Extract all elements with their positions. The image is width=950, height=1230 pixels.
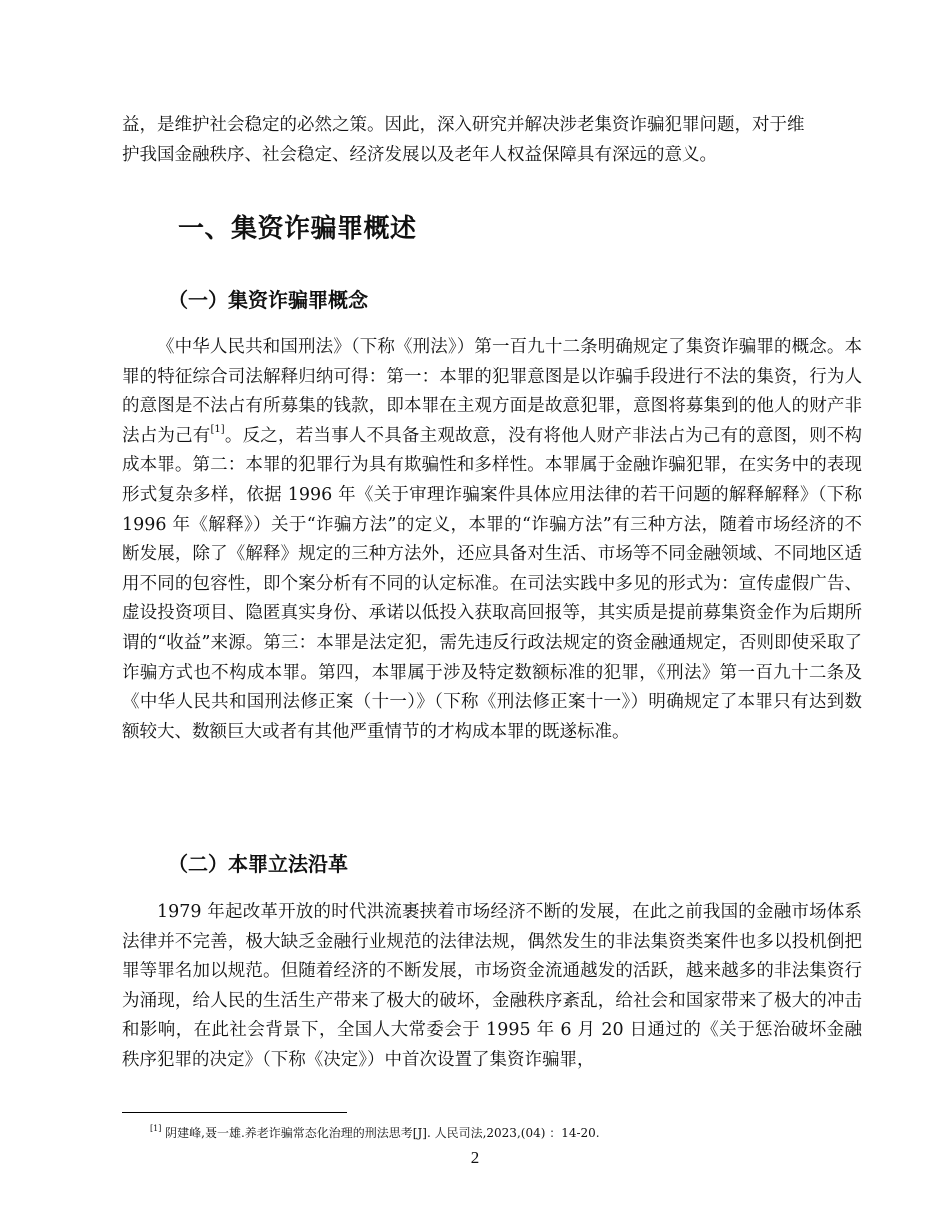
intro-line-1: 益，是维护社会稳定的必然之策。因此，深入研究并解决涉老集资诈骗犯罪问题，对于维 [122,115,805,135]
footnote-text: 阴建峰,聂一雄.养老诈骗常态化治理的刑法思考[J]. 人民司法,2023,(04) ：14-20. [161,1126,600,1140]
footnote-marker: [1] [150,1124,162,1133]
footnote [150,1125,600,1141]
concept-paragraph [122,333,862,747]
page-number: 2 [470,1148,480,1167]
subsection-heading-history: （二）本罪立法沿革 [168,852,348,876]
footnote-separator [122,1112,347,1113]
footnote-reference[interactable]: [1] [210,423,225,435]
concept-text-part-2: 。反之，若当事人不具备主观故意，没有将他人财产非法占为己有的意图，则不构成本罪。第二：本罪的犯罪行为具有欺骗性和多样性。本罪属于金融诈骗犯罪，在实务中的表现形式复杂多样，依据 1996 年《关于审理诈骗案件具体应用法律的若干问题的解释解释》（下称 1996 年《解释》）关于“诈骗方法”的定义，本罪的“诈骗方法”有三种方法，随着市场经济的不断发展，除了《解释》规定的三种方法外，还应具备对生活、市场等不同金融领域、不同地区适用不同的包容性，即个案分析有不同的认定标准。在司法实践中多见的形式为：宣传虚假广告、虚设投资项目、隐匿真实身份、承诺以低投入获取高回报等，其实质是提前募集资金作为后期所谓的“收益”来源。第三：本罪是法定犯，需先违反行政法规定的资金融通规定，否则即使采取了诈骗方式也不构成本罪。第四，本罪属于涉及特定数额标准的犯罪，《刑法》第一百九十二条及《中华人民共和国刑法修正案（十一）》（下称《刑法修正案十一》）明确规定了本罪只有达到数额较大、数额巨大或者有其他严重情节的才构成本罪的既遂标准。 [122,425,862,742]
intro-line-2: 护我国金融秩序、社会稳定、经济发展以及老年人权益保障具有深远的意义。 [122,144,717,165]
history-paragraph: 1979 年起改革开放的时代洪流裹挟着市场经济不断的发展，在此之前我国的金融市场体系法律并不完善，极大缺乏金融行业规范的法律法规，偶然发生的非法集资类案件也多以投机倒把罪等罪名加以规范。但随着经济的不断发展，市场资金流通越发的活跃，越来越多的非法集资行为涌现，给人民的生活生产带来了极大的破坏，金融秩序紊乱，给社会和国家带来了极大的冲击和影响，在此社会背景下，全国人大常委会于 1995 年 6 月 20 日通过的《关于惩治破坏金融秩序犯罪的决定》（下称《决定》）中首次设置了集资诈骗罪， [122,902,862,1070]
concept-text-part-1: 《中华人民共和国刑法》（下称《刑法》）第一百九十二条明确规定了集资诈骗罪的概念。本罪的特征综合司法解释归纳可得：第一：本罪的犯罪意图是以诈骗手段进行不法的集资，行为人的意图是不法占有所募集的钱款，即本罪在主观方面是故意犯罪，意图将募集到的他人的财产非法占为己有 [122,337,862,446]
section-heading: 一、集资诈骗罪概述 [178,214,417,244]
intro-paragraph [122,111,862,170]
subsection-heading-concept: （一）集资诈骗罪概念 [168,288,368,312]
